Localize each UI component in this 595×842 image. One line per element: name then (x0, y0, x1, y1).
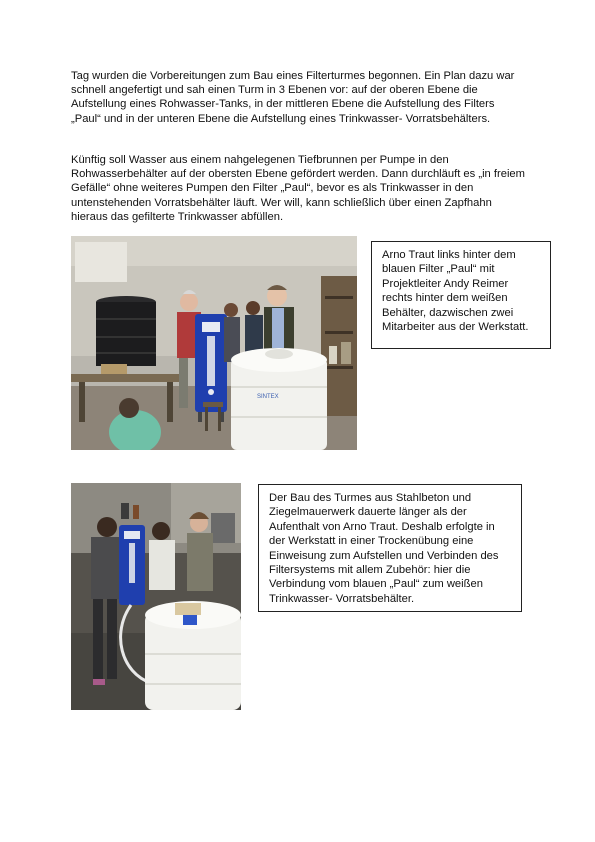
body-paragraph-2: Künftig soll Wasser aus einem nahgelegenen Tiefbrunnen per Pumpe in den Rohwasserbehälter auf der obersten Ebene gefördert werden. Dann durchläuft es „in freiem Gefälle“ ohne weiteres Pumpen den Filter „Paul“, bevor es als Trinkwasser in den untenstehenden Vorratsbehälter läuft. Wer will, kann schließlich über einen Zapfhahn hieraus das gefilterte Trinkwasser abfüllen. (71, 154, 525, 223)
workshop-photo-training (71, 483, 241, 710)
workshop-photo-filter-team (71, 236, 357, 450)
photo-caption-2: Der Bau des Turmes aus Stahlbeton und Ziegelmauerwerk dauerte länger als der Aufenthalt von Arno Traut. Deshalb erfolgte in der Werkstatt in einer Trockenübung eine Einweisung zum Aufstellen und Verbinden des Filtersystems mit allem Zubehör: hier die Verbindung vom blauen „Paul“ zum weißen Trinkwasser- Vorratsbehälter. (258, 484, 522, 612)
tank-brand-label: SINTEX (257, 394, 279, 400)
body-paragraph-1: Tag wurden die Vorbereitungen zum Bau eines Filterturmes begonnen. Ein Plan dazu war schnell angefertigt und sah einen Turm in 3 Ebenen vor: auf der oberen Ebene die Aufstellung eines Rohwasser-Tanks, in der mittleren Ebene die Aufstellung des Filters „Paul“ und in der unteren Ebene die Aufstellung eines Trinkwasser- Vorratsbehälters. (71, 70, 515, 125)
photo-caption-1: Arno Traut links hinter dem blauen Filter „Paul“ mit Projektleiter Andy Reimer rechts hinter dem weißen Behälter, dazwischen zwei Mitarbeiter aus der Werkstatt. (371, 241, 551, 349)
